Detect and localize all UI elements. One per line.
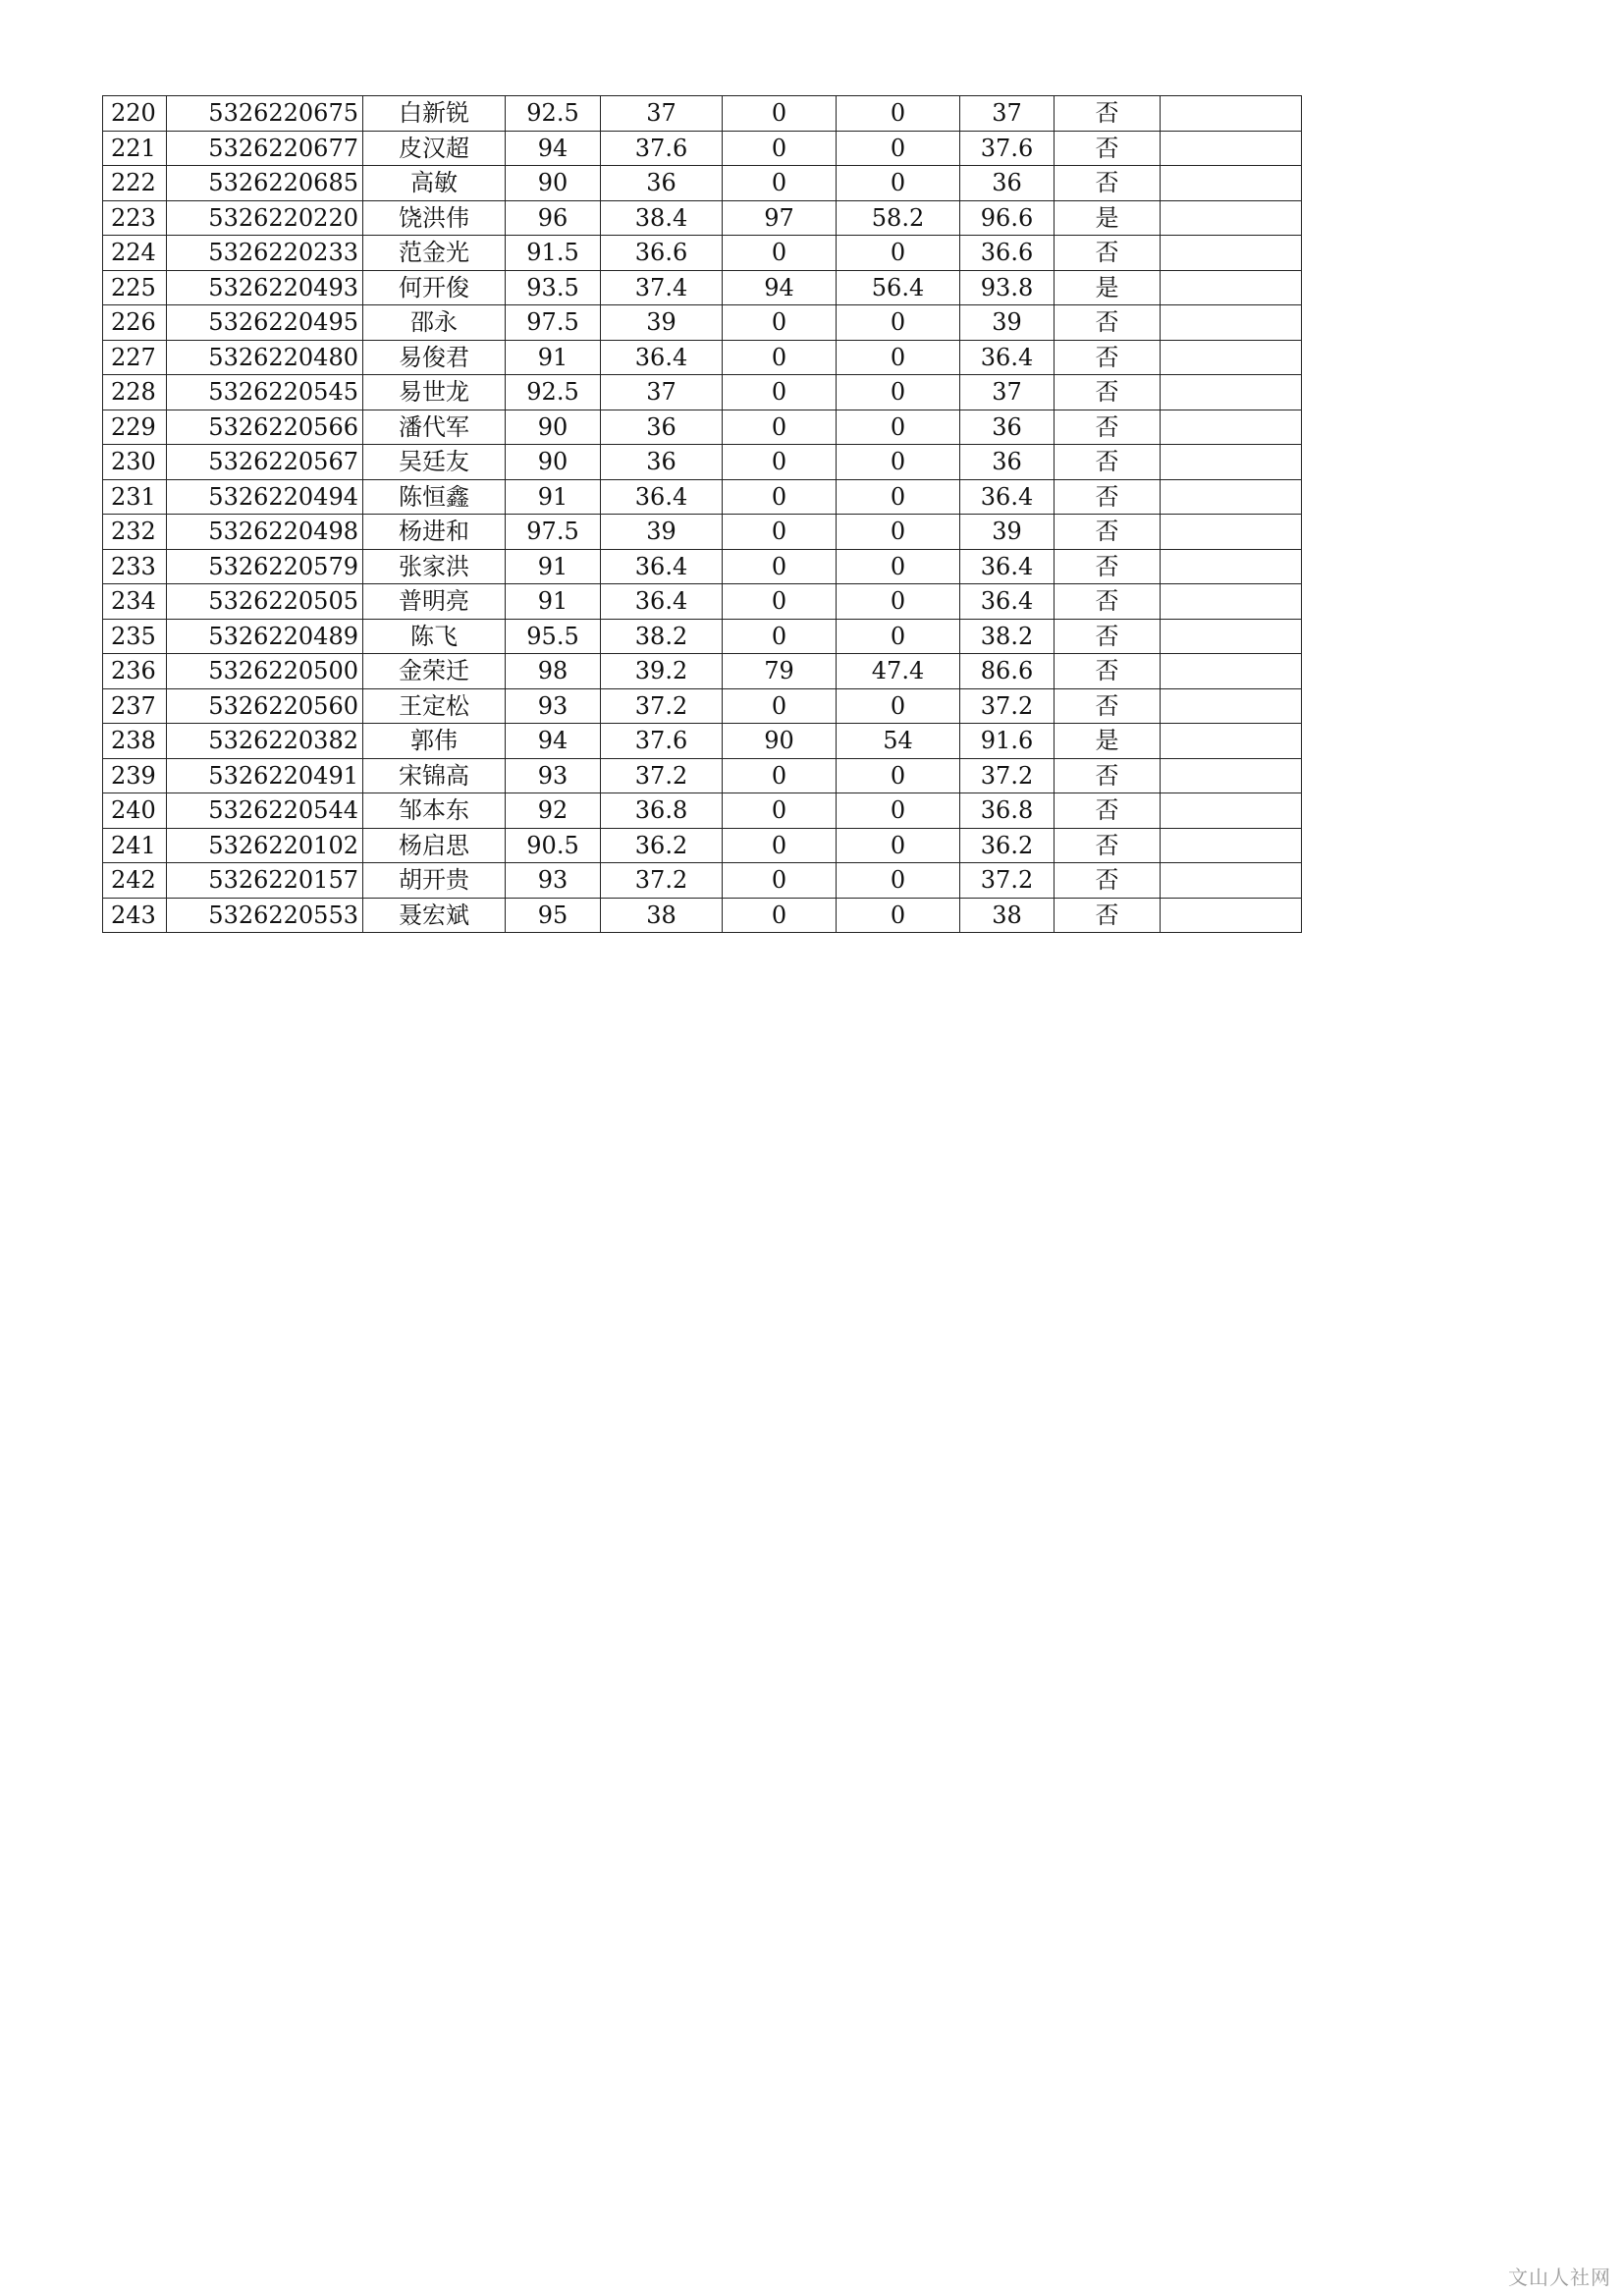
name-cell: 易俊君 bbox=[363, 340, 506, 375]
seq-cell: 239 bbox=[103, 758, 167, 793]
interview-score-cell: 0 bbox=[723, 828, 837, 863]
written-weighted-cell: 36.4 bbox=[601, 479, 723, 515]
exam-id-cell: 5326220382 bbox=[167, 724, 363, 759]
exam-id-cell: 5326220157 bbox=[167, 863, 363, 899]
seq-cell: 224 bbox=[103, 236, 167, 271]
exam-id-cell: 5326220553 bbox=[167, 898, 363, 933]
written-score-cell: 97.5 bbox=[506, 305, 601, 341]
table-row bbox=[103, 549, 1302, 584]
exam-id-cell: 5326220498 bbox=[167, 515, 363, 550]
selected-cell: 否 bbox=[1055, 758, 1161, 793]
written-weighted-cell: 36 bbox=[601, 166, 723, 201]
written-score-cell: 97.5 bbox=[506, 515, 601, 550]
written-weighted-cell: 36.2 bbox=[601, 828, 723, 863]
table-row bbox=[103, 410, 1302, 445]
seq-cell: 240 bbox=[103, 793, 167, 829]
note-cell bbox=[1161, 96, 1302, 132]
note-cell bbox=[1161, 375, 1302, 410]
seq-cell: 227 bbox=[103, 340, 167, 375]
interview-weighted-cell: 0 bbox=[837, 445, 960, 480]
interview-score-cell: 0 bbox=[723, 619, 837, 654]
name-cell: 易世龙 bbox=[363, 375, 506, 410]
exam-id-cell: 5326220480 bbox=[167, 340, 363, 375]
written-weighted-cell: 37.2 bbox=[601, 688, 723, 724]
exam-id-cell: 5326220500 bbox=[167, 654, 363, 689]
written-score-cell: 91 bbox=[506, 340, 601, 375]
note-cell bbox=[1161, 654, 1302, 689]
seq-cell: 231 bbox=[103, 479, 167, 515]
name-cell: 普明亮 bbox=[363, 584, 506, 620]
name-cell: 陈飞 bbox=[363, 619, 506, 654]
interview-weighted-cell: 0 bbox=[837, 375, 960, 410]
interview-score-cell: 0 bbox=[723, 863, 837, 899]
note-cell bbox=[1161, 131, 1302, 166]
note-cell bbox=[1161, 445, 1302, 480]
written-score-cell: 90.5 bbox=[506, 828, 601, 863]
selected-cell: 否 bbox=[1055, 375, 1161, 410]
note-cell bbox=[1161, 270, 1302, 305]
exam-id-cell: 5326220579 bbox=[167, 549, 363, 584]
note-cell bbox=[1161, 619, 1302, 654]
table-row bbox=[103, 236, 1302, 271]
selected-cell: 否 bbox=[1055, 863, 1161, 899]
total-score-cell: 39 bbox=[960, 305, 1055, 341]
table-row bbox=[103, 619, 1302, 654]
interview-score-cell: 0 bbox=[723, 236, 837, 271]
exam-id-cell: 5326220505 bbox=[167, 584, 363, 620]
selected-cell: 否 bbox=[1055, 688, 1161, 724]
seq-cell: 230 bbox=[103, 445, 167, 480]
interview-score-cell: 0 bbox=[723, 898, 837, 933]
written-weighted-cell: 36 bbox=[601, 445, 723, 480]
name-cell: 潘代军 bbox=[363, 410, 506, 445]
interview-weighted-cell: 0 bbox=[837, 758, 960, 793]
interview-weighted-cell: 0 bbox=[837, 96, 960, 132]
exam-id-cell: 5326220677 bbox=[167, 131, 363, 166]
interview-score-cell: 0 bbox=[723, 305, 837, 341]
interview-score-cell: 0 bbox=[723, 410, 837, 445]
seq-cell: 237 bbox=[103, 688, 167, 724]
written-score-cell: 91 bbox=[506, 549, 601, 584]
interview-score-cell: 0 bbox=[723, 131, 837, 166]
interview-score-cell: 0 bbox=[723, 688, 837, 724]
interview-weighted-cell: 0 bbox=[837, 236, 960, 271]
interview-weighted-cell: 0 bbox=[837, 305, 960, 341]
exam-id-cell: 5326220544 bbox=[167, 793, 363, 829]
selected-cell: 否 bbox=[1055, 236, 1161, 271]
written-weighted-cell: 39 bbox=[601, 515, 723, 550]
selected-cell: 否 bbox=[1055, 96, 1161, 132]
name-cell: 胡开贵 bbox=[363, 863, 506, 899]
total-score-cell: 36.6 bbox=[960, 236, 1055, 271]
exam-id-cell: 5326220491 bbox=[167, 758, 363, 793]
written-weighted-cell: 36 bbox=[601, 410, 723, 445]
exam-id-cell: 5326220489 bbox=[167, 619, 363, 654]
interview-score-cell: 97 bbox=[723, 200, 837, 236]
written-score-cell: 94 bbox=[506, 724, 601, 759]
total-score-cell: 38 bbox=[960, 898, 1055, 933]
name-cell: 白新锐 bbox=[363, 96, 506, 132]
interview-score-cell: 0 bbox=[723, 340, 837, 375]
interview-weighted-cell: 47.4 bbox=[837, 654, 960, 689]
written-weighted-cell: 36.4 bbox=[601, 340, 723, 375]
written-score-cell: 94 bbox=[506, 131, 601, 166]
table-row bbox=[103, 688, 1302, 724]
written-weighted-cell: 37.6 bbox=[601, 131, 723, 166]
selected-cell: 否 bbox=[1055, 549, 1161, 584]
total-score-cell: 39 bbox=[960, 515, 1055, 550]
written-score-cell: 90 bbox=[506, 445, 601, 480]
score-table-body bbox=[103, 96, 1302, 933]
exam-id-cell: 5326220233 bbox=[167, 236, 363, 271]
name-cell: 王定松 bbox=[363, 688, 506, 724]
exam-id-cell: 5326220685 bbox=[167, 166, 363, 201]
seq-cell: 226 bbox=[103, 305, 167, 341]
interview-weighted-cell: 0 bbox=[837, 688, 960, 724]
seq-cell: 229 bbox=[103, 410, 167, 445]
name-cell: 何开俊 bbox=[363, 270, 506, 305]
written-score-cell: 96 bbox=[506, 200, 601, 236]
table-row bbox=[103, 375, 1302, 410]
interview-score-cell: 0 bbox=[723, 584, 837, 620]
table-row bbox=[103, 445, 1302, 480]
name-cell: 杨启思 bbox=[363, 828, 506, 863]
interview-weighted-cell: 0 bbox=[837, 549, 960, 584]
table-row bbox=[103, 863, 1302, 899]
total-score-cell: 36 bbox=[960, 166, 1055, 201]
note-cell bbox=[1161, 828, 1302, 863]
seq-cell: 243 bbox=[103, 898, 167, 933]
note-cell bbox=[1161, 410, 1302, 445]
note-cell bbox=[1161, 584, 1302, 620]
name-cell: 陈恒鑫 bbox=[363, 479, 506, 515]
seq-cell: 221 bbox=[103, 131, 167, 166]
selected-cell: 是 bbox=[1055, 724, 1161, 759]
name-cell: 皮汉超 bbox=[363, 131, 506, 166]
written-score-cell: 98 bbox=[506, 654, 601, 689]
exam-id-cell: 5326220566 bbox=[167, 410, 363, 445]
total-score-cell: 37 bbox=[960, 375, 1055, 410]
name-cell: 高敏 bbox=[363, 166, 506, 201]
written-weighted-cell: 37.6 bbox=[601, 724, 723, 759]
seq-cell: 222 bbox=[103, 166, 167, 201]
table-row bbox=[103, 270, 1302, 305]
seq-cell: 234 bbox=[103, 584, 167, 620]
note-cell bbox=[1161, 200, 1302, 236]
interview-score-cell: 94 bbox=[723, 270, 837, 305]
selected-cell: 是 bbox=[1055, 270, 1161, 305]
watermark: 文山人社网 bbox=[1508, 2266, 1611, 2289]
selected-cell: 否 bbox=[1055, 828, 1161, 863]
interview-weighted-cell: 0 bbox=[837, 828, 960, 863]
interview-score-cell: 0 bbox=[723, 515, 837, 550]
interview-weighted-cell: 0 bbox=[837, 410, 960, 445]
interview-weighted-cell: 56.4 bbox=[837, 270, 960, 305]
seq-cell: 232 bbox=[103, 515, 167, 550]
interview-weighted-cell: 58.2 bbox=[837, 200, 960, 236]
note-cell bbox=[1161, 549, 1302, 584]
written-score-cell: 91 bbox=[506, 584, 601, 620]
total-score-cell: 36.8 bbox=[960, 793, 1055, 829]
table-row bbox=[103, 200, 1302, 236]
written-score-cell: 93.5 bbox=[506, 270, 601, 305]
name-cell: 聂宏斌 bbox=[363, 898, 506, 933]
total-score-cell: 37.2 bbox=[960, 863, 1055, 899]
note-cell bbox=[1161, 236, 1302, 271]
interview-score-cell: 0 bbox=[723, 96, 837, 132]
name-cell: 邹本东 bbox=[363, 793, 506, 829]
selected-cell: 否 bbox=[1055, 479, 1161, 515]
interview-score-cell: 0 bbox=[723, 445, 837, 480]
interview-weighted-cell: 0 bbox=[837, 479, 960, 515]
interview-weighted-cell: 0 bbox=[837, 619, 960, 654]
name-cell: 饶洪伟 bbox=[363, 200, 506, 236]
table-row bbox=[103, 515, 1302, 550]
selected-cell: 否 bbox=[1055, 898, 1161, 933]
table-row bbox=[103, 898, 1302, 933]
interview-score-cell: 0 bbox=[723, 549, 837, 584]
interview-score-cell: 0 bbox=[723, 166, 837, 201]
exam-id-cell: 5326220493 bbox=[167, 270, 363, 305]
written-weighted-cell: 38 bbox=[601, 898, 723, 933]
table-row bbox=[103, 131, 1302, 166]
written-weighted-cell: 38.4 bbox=[601, 200, 723, 236]
interview-score-cell: 90 bbox=[723, 724, 837, 759]
exam-id-cell: 5326220220 bbox=[167, 200, 363, 236]
selected-cell: 否 bbox=[1055, 515, 1161, 550]
note-cell bbox=[1161, 688, 1302, 724]
total-score-cell: 91.6 bbox=[960, 724, 1055, 759]
name-cell: 金荣迁 bbox=[363, 654, 506, 689]
written-weighted-cell: 37.4 bbox=[601, 270, 723, 305]
note-cell bbox=[1161, 793, 1302, 829]
total-score-cell: 37.6 bbox=[960, 131, 1055, 166]
written-score-cell: 91.5 bbox=[506, 236, 601, 271]
note-cell bbox=[1161, 863, 1302, 899]
selected-cell: 否 bbox=[1055, 793, 1161, 829]
total-score-cell: 37.2 bbox=[960, 758, 1055, 793]
exam-id-cell: 5326220675 bbox=[167, 96, 363, 132]
name-cell: 张家洪 bbox=[363, 549, 506, 584]
total-score-cell: 93.8 bbox=[960, 270, 1055, 305]
written-weighted-cell: 37 bbox=[601, 96, 723, 132]
table-row bbox=[103, 96, 1302, 132]
selected-cell: 否 bbox=[1055, 166, 1161, 201]
total-score-cell: 38.2 bbox=[960, 619, 1055, 654]
interview-weighted-cell: 0 bbox=[837, 863, 960, 899]
table-row bbox=[103, 340, 1302, 375]
selected-cell: 否 bbox=[1055, 340, 1161, 375]
written-weighted-cell: 39.2 bbox=[601, 654, 723, 689]
note-cell bbox=[1161, 898, 1302, 933]
selected-cell: 否 bbox=[1055, 619, 1161, 654]
selected-cell: 否 bbox=[1055, 654, 1161, 689]
written-score-cell: 93 bbox=[506, 863, 601, 899]
total-score-cell: 86.6 bbox=[960, 654, 1055, 689]
written-score-cell: 92 bbox=[506, 793, 601, 829]
table-row bbox=[103, 584, 1302, 620]
written-score-cell: 92.5 bbox=[506, 96, 601, 132]
table-row bbox=[103, 793, 1302, 829]
exam-id-cell: 5326220102 bbox=[167, 828, 363, 863]
selected-cell: 否 bbox=[1055, 410, 1161, 445]
selected-cell: 否 bbox=[1055, 131, 1161, 166]
total-score-cell: 36.4 bbox=[960, 479, 1055, 515]
exam-id-cell: 5326220567 bbox=[167, 445, 363, 480]
interview-score-cell: 0 bbox=[723, 375, 837, 410]
interview-weighted-cell: 0 bbox=[837, 131, 960, 166]
exam-id-cell: 5326220495 bbox=[167, 305, 363, 341]
score-table bbox=[102, 95, 1302, 933]
written-score-cell: 95.5 bbox=[506, 619, 601, 654]
seq-cell: 220 bbox=[103, 96, 167, 132]
selected-cell: 否 bbox=[1055, 584, 1161, 620]
note-cell bbox=[1161, 724, 1302, 759]
written-score-cell: 90 bbox=[506, 166, 601, 201]
written-weighted-cell: 38.2 bbox=[601, 619, 723, 654]
written-score-cell: 91 bbox=[506, 479, 601, 515]
exam-id-cell: 5326220494 bbox=[167, 479, 363, 515]
interview-score-cell: 0 bbox=[723, 479, 837, 515]
written-weighted-cell: 36.4 bbox=[601, 549, 723, 584]
note-cell bbox=[1161, 166, 1302, 201]
seq-cell: 235 bbox=[103, 619, 167, 654]
total-score-cell: 37.2 bbox=[960, 688, 1055, 724]
exam-id-cell: 5326220560 bbox=[167, 688, 363, 724]
total-score-cell: 36.4 bbox=[960, 340, 1055, 375]
total-score-cell: 36.4 bbox=[960, 549, 1055, 584]
interview-score-cell: 0 bbox=[723, 793, 837, 829]
written-score-cell: 93 bbox=[506, 688, 601, 724]
name-cell: 邵永 bbox=[363, 305, 506, 341]
seq-cell: 236 bbox=[103, 654, 167, 689]
written-weighted-cell: 37 bbox=[601, 375, 723, 410]
seq-cell: 223 bbox=[103, 200, 167, 236]
name-cell: 范金光 bbox=[363, 236, 506, 271]
name-cell: 吴廷友 bbox=[363, 445, 506, 480]
total-score-cell: 36.4 bbox=[960, 584, 1055, 620]
note-cell bbox=[1161, 305, 1302, 341]
note-cell bbox=[1161, 340, 1302, 375]
name-cell: 郭伟 bbox=[363, 724, 506, 759]
exam-id-cell: 5326220545 bbox=[167, 375, 363, 410]
interview-weighted-cell: 0 bbox=[837, 584, 960, 620]
interview-weighted-cell: 54 bbox=[837, 724, 960, 759]
written-weighted-cell: 37.2 bbox=[601, 758, 723, 793]
seq-cell: 241 bbox=[103, 828, 167, 863]
note-cell bbox=[1161, 479, 1302, 515]
seq-cell: 238 bbox=[103, 724, 167, 759]
interview-score-cell: 79 bbox=[723, 654, 837, 689]
table-row bbox=[103, 724, 1302, 759]
written-weighted-cell: 36.4 bbox=[601, 584, 723, 620]
name-cell: 宋锦高 bbox=[363, 758, 506, 793]
interview-weighted-cell: 0 bbox=[837, 793, 960, 829]
written-score-cell: 92.5 bbox=[506, 375, 601, 410]
table-row bbox=[103, 654, 1302, 689]
selected-cell: 否 bbox=[1055, 305, 1161, 341]
written-score-cell: 90 bbox=[506, 410, 601, 445]
total-score-cell: 37 bbox=[960, 96, 1055, 132]
seq-cell: 225 bbox=[103, 270, 167, 305]
written-weighted-cell: 37.2 bbox=[601, 863, 723, 899]
table-row bbox=[103, 305, 1302, 341]
total-score-cell: 96.6 bbox=[960, 200, 1055, 236]
table-row bbox=[103, 479, 1302, 515]
written-score-cell: 93 bbox=[506, 758, 601, 793]
table-row bbox=[103, 166, 1302, 201]
total-score-cell: 36 bbox=[960, 410, 1055, 445]
name-cell: 杨进和 bbox=[363, 515, 506, 550]
interview-weighted-cell: 0 bbox=[837, 340, 960, 375]
written-weighted-cell: 36.6 bbox=[601, 236, 723, 271]
total-score-cell: 36 bbox=[960, 445, 1055, 480]
interview-weighted-cell: 0 bbox=[837, 166, 960, 201]
seq-cell: 228 bbox=[103, 375, 167, 410]
note-cell bbox=[1161, 515, 1302, 550]
interview-score-cell: 0 bbox=[723, 758, 837, 793]
selected-cell: 否 bbox=[1055, 445, 1161, 480]
seq-cell: 233 bbox=[103, 549, 167, 584]
written-score-cell: 95 bbox=[506, 898, 601, 933]
note-cell bbox=[1161, 758, 1302, 793]
written-weighted-cell: 36.8 bbox=[601, 793, 723, 829]
seq-cell: 242 bbox=[103, 863, 167, 899]
written-weighted-cell: 39 bbox=[601, 305, 723, 341]
total-score-cell: 36.2 bbox=[960, 828, 1055, 863]
interview-weighted-cell: 0 bbox=[837, 898, 960, 933]
table-row bbox=[103, 828, 1302, 863]
table-row bbox=[103, 758, 1302, 793]
interview-weighted-cell: 0 bbox=[837, 515, 960, 550]
selected-cell: 是 bbox=[1055, 200, 1161, 236]
